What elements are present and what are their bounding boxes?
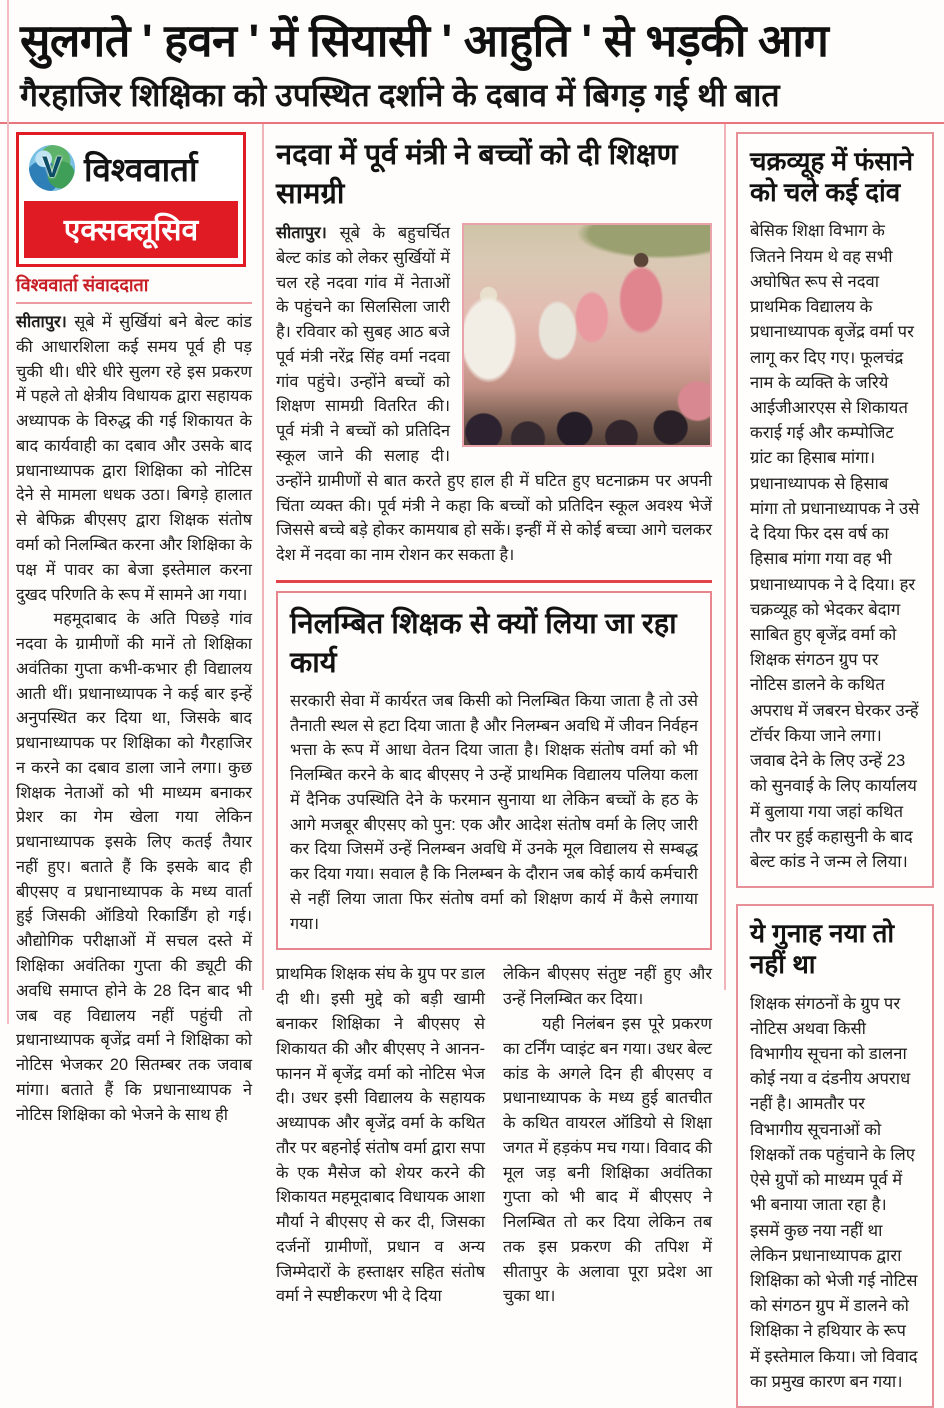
page-edge-line (7, 0, 9, 1024)
suspension-article-box (276, 591, 712, 951)
continuation-text-3: यही निलंबन इस पूरे प्रकरण का टर्निंग प्वाइंट बन गया। उधर बेल्ट कांड के अगले दिन ही बीएसए व प्रधानाध्यापक के मध्य हुई बातचीत के कथित वायरल ऑडियो से शिक्षा जगत में हड़कंप मच गया। विवाद की मूल जड़ बनी शिक्षिका अवंतिका गुप्ता को भी बाद में बीएसए ने निलम्बित तो कर दिया लेकिन तब तक इस प्रकरण की तपिश में सीतापुर के अलावा पूरा प्रदेश आ चुका था। (503, 1015, 712, 1306)
exclusive-badge: एक्सक्लूसिव (24, 201, 238, 258)
continuation-text-2: लेकिन बीएसए संतुष्ट नहीं हुए और उन्हें निलम्बित कर दिया। (503, 965, 712, 1009)
continuation-column-1 (276, 962, 494, 1309)
right-sidebar (726, 124, 936, 1391)
page-header (0, 0, 944, 124)
sidebar-box-tactics (736, 132, 934, 888)
dateline: सीतापुर। (16, 313, 67, 332)
continuation-column-2 (494, 962, 712, 1309)
minister-article-body (276, 221, 712, 568)
minister-children-photo (462, 223, 712, 447)
section-divider (276, 580, 712, 583)
globe-v-logo-icon (29, 145, 75, 191)
minister-paragraph: सीतापुर। सूबे के बहुचर्चित बेल्ट कांड को लेकर सुर्खियों में चल रहे नदवा गांव में नेताओं के पहुंचने का सिलसिला जारी है। रविवार को सुबह आठ बजे पूर्व मंत्री नरेंद्र सिंह वर्मा नदवा गांव पहुंचे। उन्होंने बच्चों को शिक्षण सामग्री वितरित की। पूर्व मंत्री ने बच्चों को प्रतिदिन स्कूल जाने की सलाह दी। उन्होंने ग्रामीणों से बात करते हुए हाल ही में घटित हुए घटनाक्रम पर अपनी चिंता व्यक्त की। पूर्व मंत्री ने कहा कि बच्चों को प्रतिदिन स्कूल अवश्य भेजें जिससे बच्चे बड़े होकर कामयाब हो सकें। इन्हीं में से कोई बच्चा आगे चलकर देश में नदवा का नाम रोशन कर सकता है। (276, 224, 712, 565)
suspension-article-headline: निलम्बित शिक्षक से क्यों लिया जा रहा कार्य (290, 607, 677, 679)
byline: विश्ववार्ता संवाददाता (16, 275, 149, 296)
logo-wordmark: विश्ववार्ता (84, 150, 198, 188)
main-headline: सुलगते ' हवन ' में सियासी ' आहुति ' से भड़की आग (20, 15, 829, 66)
sidebar-box-offence-body: शिक्षक संगठनों के ग्रुप पर नोटिस अथवा किसी विभागीय सूचना को डालना कोई नया व दंडनीय अपराध नहीं है। आमतौर पर विभागीय सूचनाओं को शिक्षकों तक पहुंचाने के लिए ऐसे ग्रुपों को माध्यम पूर्व में भी बनाया जाता रहा है। इसमें कुछ नया नहीं था लेकिन प्रधानाध्यापक द्वारा शिक्षिका को भेजी गई नोटिस को संगठन ग्रुप में डालने को शिक्षिका ने हथियार के रूप में इस्तेमाल किया। जो विवाद का प्रमुख कारण बन गया। (750, 993, 918, 1391)
sidebar-box-offence (736, 904, 934, 1408)
byline-divider (16, 302, 252, 304)
continuation-columns (276, 962, 712, 1309)
sidebar-box-offence-heading: ये गुनाह नया तो नहीं था (750, 918, 895, 980)
logo-letter: V (41, 151, 62, 185)
minister-article-headline: नदवा में पूर्व मंत्री ने बच्चों को दी शिक्षण सामग्री (276, 139, 678, 211)
left-column (14, 124, 264, 1124)
lead-paragraph-2: महमूदाबाद के अति पिछड़े गांव नदवा के ग्रामीणों की मानें तो शिक्षिका अवंतिका गुप्ता कभी-कभार ही विद्यालय आती थीं। प्रधानाध्यापक ने कई बार इन्हें अनुपस्थित कर दिया था, जिसके बाद प्रधानाध्यापक पर शिक्षिका को गैरहाजिर न करने का दबाव डाला जाने लगा। कुछ शिक्षक नेताओं को भी माध्यम बनाकर प्रेशर का गेम खेला गया लेकिन प्रधानाध्यापक इसके लिए कतई तैयार नहीं हुए। बताते हैं कि इसके बाद ही बीएसए व प्रधानाध्यापक के मध्य वार्ता हुई जिसकी ऑडियो रिकार्डिंग हो गई। औद्योगिक परीक्षाओं में सचल दस्ते में शिक्षिका अवंतिका गुप्ता की ड्यूटी की अवधि समाप्त होने के 28 दिन बाद भी जब वह विद्यालय नहीं पहुंची तो प्रधानाध्यापक बृजेंद्र वर्मा ने शिक्षिका को नोटिस भेजकर 20 सितम्बर तक जवाब मांगा। बताते हैं कि प्रधानाध्यापक ने नोटिस शिक्षिका को भेजने के साथ ही (16, 610, 252, 1124)
sidebar-box-tactics-heading: चक्रव्यूह में फंसाने को चले कई दांव (750, 146, 914, 208)
logo-row (19, 135, 243, 199)
lead-paragraph-1: सीतापुर। सूबे में सुर्खियां बने बेल्ट कांड की आधारशिला कई समय पूर्व ही पड़ चुकी थी। धीरे धीरे सुलग रहे इस प्रकरण में पहले तो क्षेत्रीय विधायक द्वारा सहायक अध्यापक के विरुद्ध की गई शिकायत के बाद कार्यवाही का दबाव और उसके बाद प्रधानाध्यापक द्वारा शिक्षिका को नोटिस देने से मामला धधक उठा। बिगड़े हालात से बेफिक्र बीएसए द्वारा शिक्षक संतोष वर्मा को निलम्बित करना और शिक्षिका के पक्ष में पावर का बेजा इस्तेमाल करना दुखद परिणति के रूप में सामने आ गया। (16, 313, 252, 604)
continuation-text-1: प्राथमिक शिक्षक संघ के ग्रुप पर डाल दी थी। इसी मुद्दे को बड़ी खामी बनाकर शिक्षिका ने बीएसए से शिकायत की और बीएसए ने आनन-फानन में बृजेंद्र वर्मा को नोटिस भेज दी। उधर इसी विद्यालय के सहायक अध्यापक और बृजेंद्र वर्मा के कथित तौर पर बहनोई संतोष वर्मा द्वारा सपा के एक मैसेज को शेयर करने की शिकायत महमूदाबाद विधायक आशा मौर्या ने बीएसए से कर दी, जिसका दर्जनों ग्रामीणों, प्रधान व अन्य जिम्मेदारों के हस्ताक्षर सहित संतोष वर्मा ने स्पष्टीकरण भी दे दिया (276, 965, 485, 1306)
sidebar-box-tactics-body: बेसिक शिक्षा विभाग के जितने नियम थे वह सभी अघोषित रूप से नदवा प्राथमिक विद्यालय के प्रधानाध्यापक बृजेंद्र वर्मा पर लागू कर दिए गए। फूलचंद्र नाम के व्यक्ति के जरिये आईजीआरएस से शिकायत कराई गई और कम्पोजिट ग्रांट का हिसाब मांगा। प्रधानाध्यापक से हिसाब मांगा तो प्रधानाध्यापक ने उसे दे दिया फिर दस वर्ष का हिसाब मांगा गया वह भी प्रधानाध्यापक ने दे दिया। हर चक्रव्यूह को भेदकर बेदाग साबित हुए बृजेंद्र वर्मा को शिक्षक संगठन ग्रुप पर नोटिस डालने के कथित अपराध में जबरन घेरकर उन्हें टॉर्चर किया जाने लगा। जवाब देने के लिए उन्हें 23 को सुनवाई के लिए कार्यालय में बुलाया गया जहां कथित तौर पर हुई कहासुनी के बाद बेल्ट कांड ने जन्म ले लिया। (750, 221, 920, 871)
suspension-article-body: सरकारी सेवा में कार्यरत जब किसी को निलम्बित किया जाता है तो उसे तैनाती स्थल से हटा दिया जाता है और निलम्बन अवधि में जीवन निर्वहन भत्ता के रूप में आधा वेतन दिया जाता है। शिक्षक संतोष वर्मा को भी निलम्बित करने के बाद बीएसए ने उन्हें प्राथमिक विद्यालय पलिया कला में दैनिक उपस्थिति देने के फरमान सुनाया था लेकिन बच्चों के हठ के आगे मजबूर बीएसए को पुन: एक और आदेश संतोष वर्मा के लिए जारी कर दिया जिसमें उन्हें निलम्बन अवधि में उनके मूल विद्यालय से सम्बद्ध कर दिया गया। सवाल है कि निलम्बन के दौरान जब कोई कार्य कर्मचारी से नहीं लिया जाता फिर संतोष वर्मा को शिक्षण कार्य में कैसे लगाया गया। (290, 691, 698, 933)
lead-article-body (16, 310, 252, 1127)
page-content (0, 124, 944, 1391)
center-column (264, 124, 726, 1306)
dateline: सीतापुर। (276, 224, 327, 243)
masthead-logo-box (16, 132, 246, 267)
sub-headline: गैरहाजिर शिक्षिका को उपस्थित दर्शाने के दबाव में बिगड़ गई थी बात (20, 77, 780, 114)
